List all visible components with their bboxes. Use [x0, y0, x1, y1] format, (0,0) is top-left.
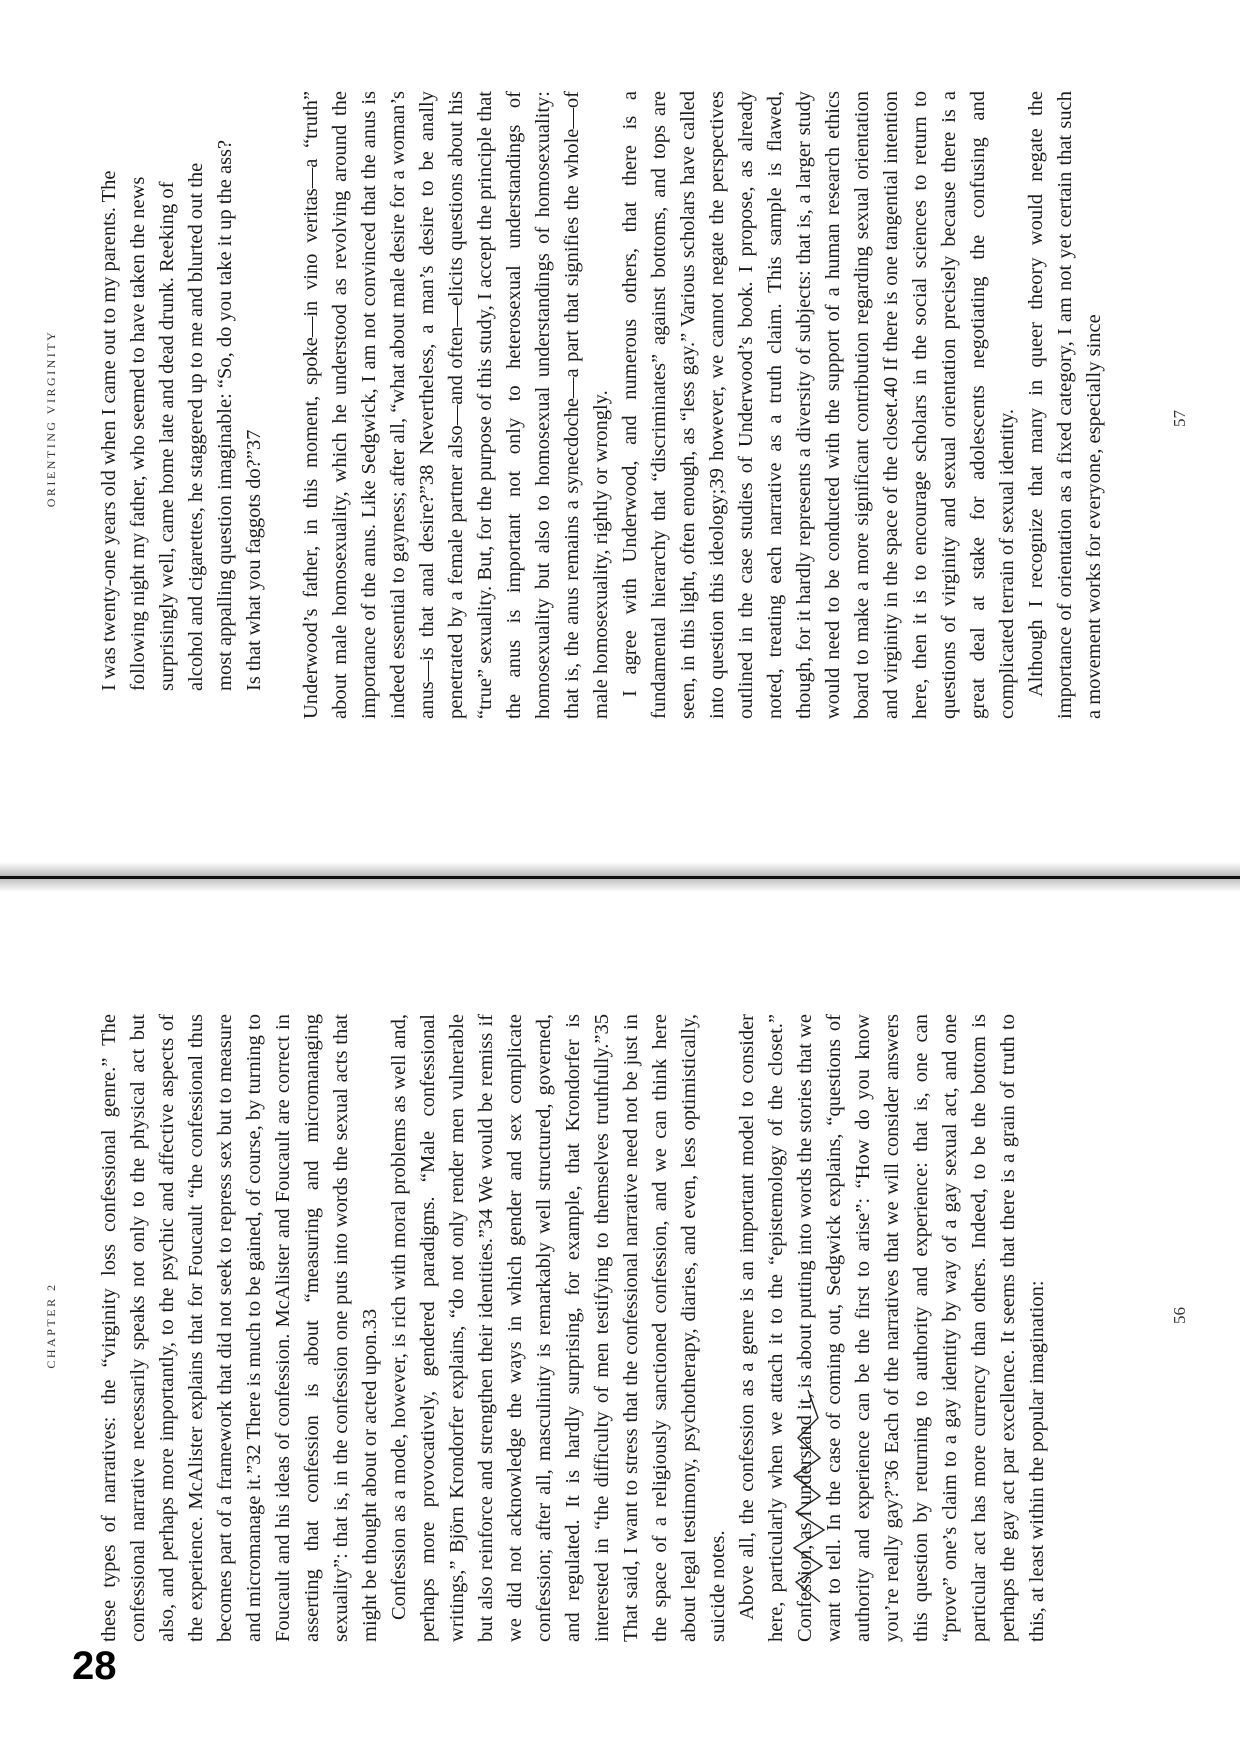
paragraph: Underwood’s father, in this moment, spoke—in vino veritas—a “truth” about male homosexuality, which he understood as revolving around the importance of the anus. Like Sedgwick, I am not convinced that the anus is indeed essential to gayness; after all, “what about male desire for a woman’s anus—is that anal desire?”38 Nevertheless, a man’s desire to be anally penetrated by a female partner also—and often—elicits questions about his “true” sexuality. But, for the purpose of this study, I accept the principle that the anus is important not only to heterosexual understandings of homosexuality but also to homosexual understandings of homosexuality: that is, the anus remains a synecdoche—a part that signifies the whole—of male homosexuality, rightly or wrongly. [300, 91, 612, 719]
paragraph: Above all, the confession as a genre is an important model to consider here, particularly when we attach it to the “epistemology of the closet.” Confession, as I understand it, is about putting into words the stories that we want to tell. In the case of coming out, Sedgwick explains, “questions of authority and experience can be the first to arise”: “How do you know you’re really gay?”36 Each of the narratives that we will consider answers this question by returning to authority and experience: that is, one can “prove” one’s claim to a gay identity by way of a gay sexual act, and one particular act has more currency than others. Indeed, to be the bottom is perhaps the gay act par excellence. It seems that there is a grain of truth to this, at least within the popular imagination: [736, 1014, 1048, 1642]
left-folio: 56 [1170, 1307, 1189, 1324]
left-page [0, 877, 1240, 1754]
scan-page-number: 28 [72, 1644, 117, 1688]
left-running-head: CHAPTER 2 [44, 1282, 58, 1369]
right-page [0, 0, 1240, 877]
paragraph: these types of narratives: the “virginity loss confessional genre.” The confessional narrative necessarily speaks not only to the physical act but also, and perhaps more importantly, to the psychic and affective aspects of the experience. McAlister explains that for Foucault “the confessional thus becomes part of a framework that did not seek to repress sex but to measure and micromanage it.”32 There is much to be gained, of course, by turning to Foucault and his ideas of confession. McAlister and Foucault are correct in asserting that confession is about “measuring and micromanaging sexuality”: that is, in the confession one puts into words the sexual acts that might be thought about or acted upon.33 [98, 1014, 381, 1642]
paragraph: I agree with Underwood, and numerous others, that there is a fundamental hierarchy that “discriminates” against bottoms, and tops are seen, in this light, often enough, as “less gay.” Various scholars have called into question this ideology;39 however, we cannot negate the perspectives outlined in the case studies of Underwood’s book. I propose, as already noted, treating each narrative as a truth claim. This sample is flawed, though, for it hardly represents a diversity of subjects: that is, a larger study would need to be conducted with the support of a human research ethics board to make a more significant contribution regarding sexual orientation and virginity in the space of the closet.40 If there is one tangential intention here, then it is to encourage scholars in the social sciences to return to questions of virginity and sexual orientation precisely because there is a great deal at stake for adolescents negotiating the confusing and complicated terrain of sexual identity. [619, 91, 1018, 719]
paragraph: Although I recognize that many in queer theory would negate the importance of orientation as a fixed category, I am not yet certain that such a movement works for everyone, especially since [1025, 91, 1105, 719]
right-running-head: ORIENTING VIRGINITY [44, 329, 58, 508]
margin-scribble-mark [790, 1384, 830, 1604]
paragraph: Confession as a mode, however, is rich with moral problems as well and, perhaps more provocatively, gendered paradigms. “Male confessional writings,” Björn Krondorfer explains, “do not only render men vulnerable but also reinforce and strengthen their identities.”34 We would be remiss if we did not acknowledge the ways in which gender and sex complicate confession; after all, masculinity is remarkably well structured, governed, and regulated. It is hardly surprising, for example, that Krondorfer is interested in “the difficulty of men testifying to themselves truthfully.”35 That said, I want to stress that the confessional narrative need not be just in the space of a religiously sanctioned confession, and we can think here about legal testimony, psychotherapy, diaries, and even, less optimistically, suicide notes. [388, 1014, 729, 1642]
block-quote: I was twenty-one years old when I came out to my parents. The following night my father, who seemed to have taken the news surprisingly well, came home late and dead drunk. Reeking of alcohol and cigarettes, he staggered up to me and blurted out the most appalling question imaginable: “So, do you take it up the ass? Is that what you faggots do?”37 [98, 139, 265, 691]
right-page-text [95, 91, 1109, 719]
right-folio: 57 [1170, 410, 1189, 427]
left-page-text [95, 1014, 1052, 1642]
